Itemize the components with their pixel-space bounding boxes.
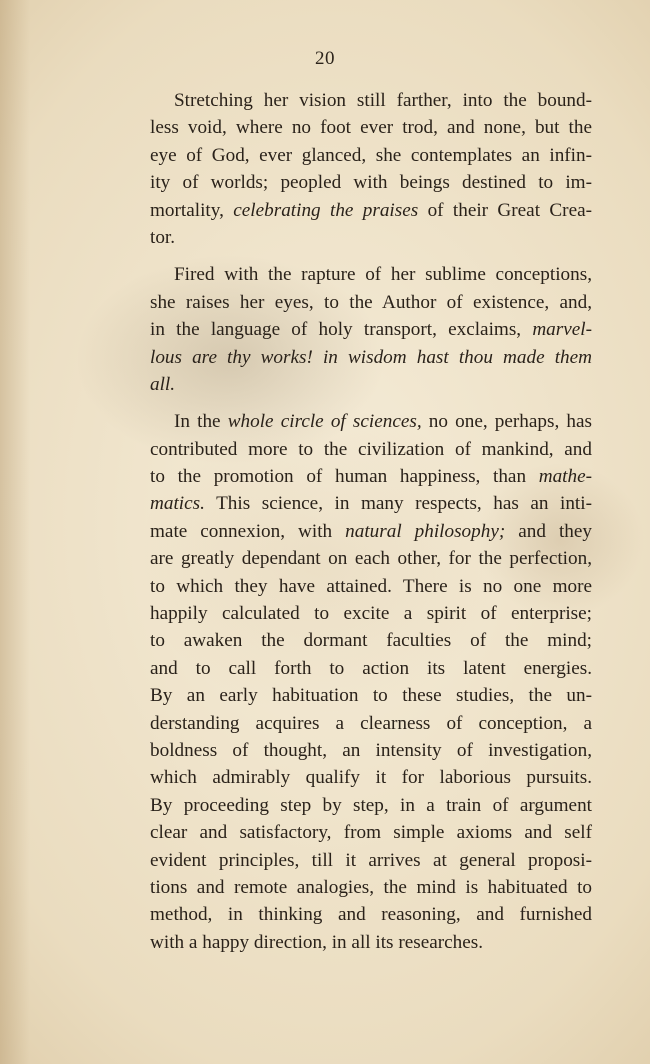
text-run: ity of worlds; peopled with beings destined to im-	[150, 172, 592, 194]
text-run: Fired with the rapture of her sublime conceptions,	[174, 264, 592, 286]
text-line	[150, 655, 592, 682]
text-run: she raises her eyes, to the Author of existence, and,	[150, 291, 592, 313]
text-run: and to call forth to action its latent energies.	[150, 657, 592, 679]
text-line	[150, 169, 592, 196]
italic-text: marvel-	[532, 319, 592, 341]
text-run: no one, perhaps, has	[421, 411, 592, 433]
text-run: mate connexion, with	[150, 520, 346, 542]
text-line	[150, 682, 592, 709]
body-text	[150, 87, 592, 956]
paragraph	[150, 261, 592, 398]
text-run: tions and remote analogies, the mind is habituated to	[150, 876, 592, 898]
paragraph-gap	[150, 251, 592, 261]
text-line	[150, 408, 592, 435]
text-line	[150, 600, 592, 627]
text-line	[150, 490, 592, 517]
text-run: Stretching her vision still farther, into the bound-	[174, 90, 592, 111]
text-run: which admirably qualify it for laborious pursuits.	[150, 767, 592, 789]
text-run: in the language of holy transport, exclaims,	[150, 319, 533, 341]
text-line	[150, 261, 592, 288]
text-run: with a happy direction, in all its researches.	[150, 931, 484, 953]
text-line	[150, 792, 592, 819]
text-run: tor.	[150, 226, 176, 248]
text-run: happily calculated to excite a spirit of enterprise;	[150, 603, 592, 625]
text-line	[150, 87, 592, 114]
text-run: and they	[505, 520, 592, 542]
paragraph	[150, 408, 592, 956]
text-line	[150, 737, 592, 764]
text-run: derstanding acquires a clearness of conception, a	[150, 712, 592, 734]
text-line	[150, 289, 592, 316]
text-line	[150, 463, 592, 490]
text-run: This science, in many respects, has an inti-	[204, 493, 592, 515]
text-line	[150, 901, 592, 928]
italic-text: whole circle of sciences,	[227, 411, 422, 433]
text-run: clear and satisfactory, from simple axioms and self	[150, 822, 592, 844]
text-run: are greatly dependant on each other, for the perfection,	[150, 548, 592, 570]
text-line	[150, 197, 592, 224]
italic-text: celebrating the praises	[233, 199, 419, 221]
text-run: to awaken the dormant faculties of the mind;	[150, 630, 592, 652]
text-run: to which they have attained. There is no one more	[150, 575, 592, 597]
text-line	[150, 114, 592, 141]
text-run: In the	[174, 411, 228, 433]
text-line	[150, 344, 592, 371]
italic-text: lous are thy works! in wisdom hast thou made them	[150, 346, 592, 368]
text-run: eye of God, ever glanced, she contemplates an infin-	[150, 144, 592, 166]
text-run: By an early habituation to these studies, the un-	[150, 685, 592, 707]
italic-text: matics.	[150, 493, 205, 515]
text-line	[150, 518, 592, 545]
text-run: boldness of thought, an intensity of investigation,	[150, 739, 592, 761]
text-run: method, in thinking and reasoning, and furnished	[150, 904, 592, 926]
text-line	[150, 847, 592, 874]
text-run: to the promotion of human happiness, than	[150, 466, 539, 488]
text-run: contributed more to the civilization of mankind, and	[150, 438, 592, 460]
text-run: of their Great Crea-	[418, 199, 592, 221]
text-run: evident principles, till it arrives at general proposi-	[150, 849, 592, 871]
paragraph-gap	[150, 398, 592, 408]
text-run: less void, where no foot ever trod, and none, but the	[150, 117, 592, 139]
italic-text: natural philosophy;	[345, 520, 506, 542]
text-line	[150, 316, 592, 343]
text-line	[150, 436, 592, 463]
text-run: mortality,	[150, 199, 234, 221]
italic-text: all.	[150, 373, 176, 395]
text-line	[150, 142, 592, 169]
text-line	[150, 874, 592, 901]
text-line	[150, 573, 592, 600]
page-number: 20	[315, 48, 335, 69]
text-line	[150, 224, 592, 251]
text-run: By proceeding step by step, in a train of argument	[150, 794, 592, 816]
text-line	[150, 764, 592, 791]
text-line	[150, 371, 592, 398]
italic-text: mathe-	[538, 466, 592, 488]
text-line	[150, 710, 592, 737]
text-line	[150, 627, 592, 654]
paragraph	[150, 87, 592, 251]
text-line	[150, 929, 592, 956]
text-line	[150, 819, 592, 846]
text-line	[150, 545, 592, 572]
